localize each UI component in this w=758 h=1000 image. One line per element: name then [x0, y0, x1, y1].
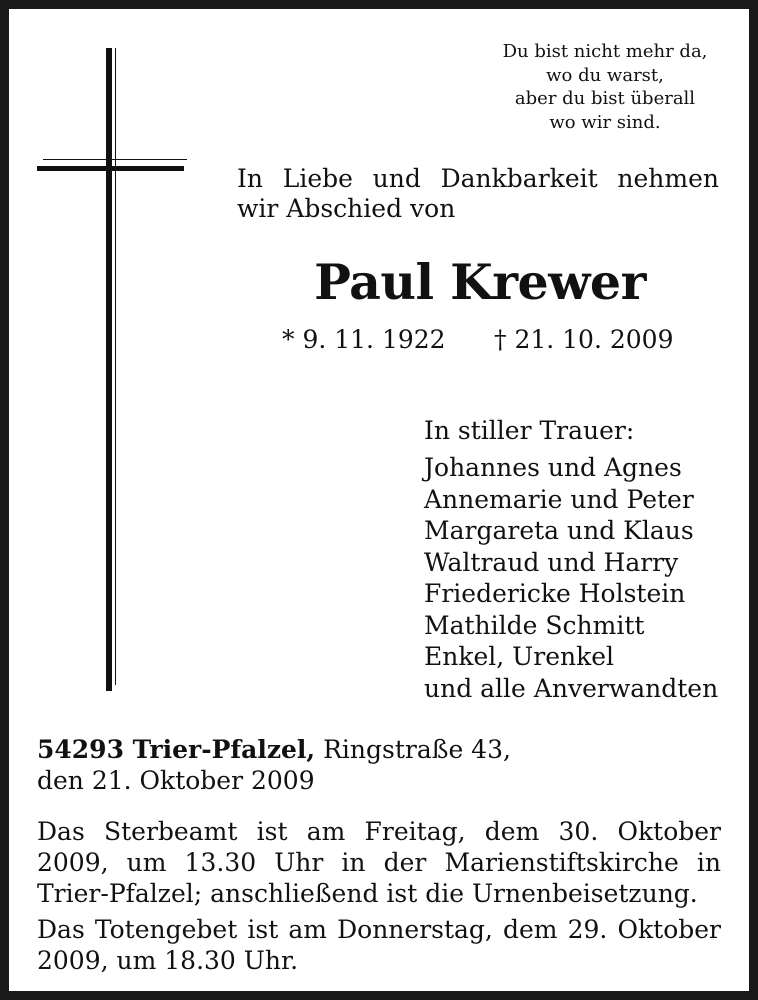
mourning-title: In stiller Trauer: — [424, 416, 635, 445]
prayer-paragraph: Das Totengebet ist am Donnerstag, dem 29. Oktober 2009, um 18.30 Uhr. — [37, 915, 721, 975]
cross-icon-horizontal-line — [43, 159, 187, 160]
poem-line: wo wir sind. — [549, 111, 661, 133]
deceased-name: Paul Krewer — [314, 253, 646, 311]
mourner-name: Friedericke Holstein — [424, 579, 686, 608]
poem-line: aber du bist überall — [514, 88, 696, 109]
poem-line: Du bist nicht mehr da, — [502, 41, 708, 62]
cross-icon-vertical-line — [115, 48, 116, 685]
mourner-name: Enkel, Urenkel — [424, 642, 615, 671]
mourner-name: Johannes und Agnes — [424, 453, 682, 482]
intro-line-2: wir Abschied von — [237, 194, 456, 223]
cross-icon-vertical-bar — [106, 48, 112, 691]
poem — [470, 40, 740, 134]
intro-line-1 — [237, 164, 719, 194]
intro-word: Dankbarkeit — [440, 164, 598, 193]
mourner-name: Mathilde Schmitt — [424, 610, 645, 640]
mourner-name: Waltraud und Harry — [424, 547, 679, 577]
address-line — [37, 734, 511, 765]
address-block — [37, 734, 511, 796]
address-street: Ringstraße 43, — [315, 735, 511, 764]
birth-date: * 9. 11. 1922 — [282, 325, 446, 354]
death-date: † 21. 10. 2009 — [494, 325, 674, 354]
intro-word: In — [237, 164, 263, 193]
poem-line: wo du warst, — [546, 64, 664, 86]
intro-word: Liebe — [282, 164, 353, 193]
address-date: den 21. Oktober 2009 — [37, 766, 315, 795]
intro-text — [237, 164, 727, 224]
intro-word: und — [372, 164, 421, 193]
mourner-name: Annemarie und Peter — [424, 484, 694, 514]
mourners-list — [424, 452, 718, 704]
mourner-name: und alle Anverwandten — [424, 673, 719, 703]
intro-word: nehmen — [617, 164, 719, 193]
requiem-paragraph: Das Sterbeamt ist am Freitag, dem 30. Oktober 2009, um 13.30 Uhr in der Marienstiftskirche in Trier-Pfalzel; anschließend ist die Urnenbeisetzung. — [37, 817, 721, 908]
address-place: 54293 Trier-Pfalzel, — [37, 735, 316, 764]
mourner-name: Margareta und Klaus — [424, 516, 694, 545]
cross-icon-horizontal-bar — [37, 166, 184, 171]
